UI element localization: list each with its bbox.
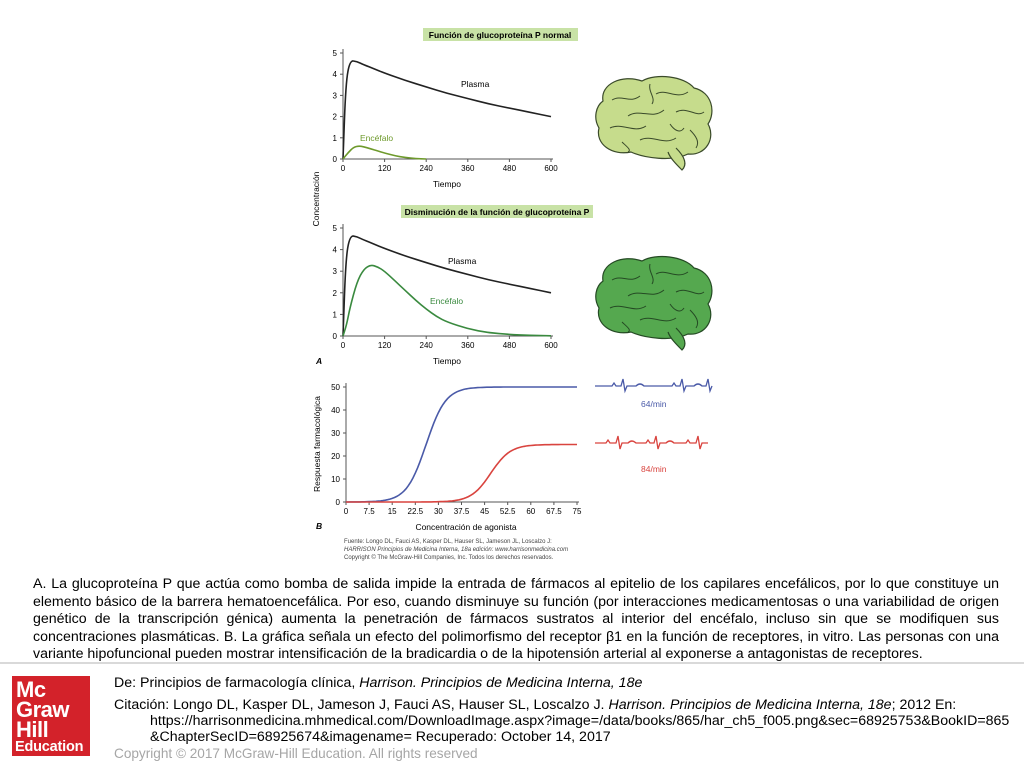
x-tick-label: 240 [419,341,433,350]
shared-ylabel-concentracion: Concentración [311,171,321,227]
x-tick-label: 360 [461,341,475,350]
logo-line-mc: Mc [16,677,46,702]
x-tick-label: 45 [480,507,490,516]
chart2-title: Disminución de la función de glucoproteína P [404,207,590,217]
x-tick-label: 240 [419,164,433,173]
reference-de-prefix: De: Principios de farmacología clínica, [114,675,360,691]
x-tick-label: 75 [572,507,582,516]
logo-line-hill: Hill [16,717,49,742]
y-tick-label: 50 [331,383,340,392]
y-tick-label: 1 [332,310,337,320]
y-tick-label: 0 [332,332,337,341]
x-tick-label: 37.5 [453,507,470,516]
x-tick-label: 120 [377,164,392,173]
chart-reduced-pgp [333,205,593,366]
x-tick-label: 7.5 [363,507,375,516]
reference-de [114,675,642,692]
chart-normal-pgp [333,28,578,189]
chart1-xlabel: Tiempo [432,179,462,189]
mcgraw-hill-logo [12,676,90,756]
chart1-title: Función de glucoproteína P normal [428,30,572,40]
y-tick-label: 2 [332,288,337,298]
ecg-label-84: 84/min [641,464,667,474]
chart3-ylabel: Respuesta farmacológica [312,396,322,492]
y-tick-label: 0 [332,155,337,164]
y-tick-label: 3 [332,267,337,277]
citation-book: Harrison. Principios de Medicina Interna, 18e [608,697,892,713]
y-tick-label: 30 [331,429,340,438]
y-tick-label: 2 [332,112,337,122]
x-tick-label: 60 [526,507,536,516]
copyright-notice: Copyright © 2017 McGraw-Hill Education. All rights reserved [114,746,478,761]
panel-label-a: A [316,356,323,366]
x-tick-label: 67.5 [546,507,562,516]
x-tick-label: 0 [343,507,349,516]
x-tick-label: 600 [544,341,558,350]
y-tick-label: 4 [332,70,337,80]
reference-citation [114,697,956,714]
chart1-label-plasma: Plasma [461,79,490,89]
chart2-label-encefalo: Encéfalo [430,296,464,306]
y-tick-label: 10 [331,475,340,484]
ecg-trace-64 [595,379,712,391]
chart2-label-plasma: Plasma [448,256,477,266]
reference-url-line-2: &ChapterSecID=68925674&imagename= Recuperado: October 14, 2017 [150,729,611,745]
y-tick-label: 0 [335,498,340,507]
chart1-label-encefalo: Encéfalo [360,133,394,143]
panel-label-b: B [316,521,323,531]
chart3-xlabel: Concentración de agonista [415,522,517,532]
brain-dark-illustration [596,257,712,350]
logo-line-education: Education [15,739,84,755]
x-tick-label: 15 [387,507,397,516]
y-tick-label: 20 [331,452,340,461]
x-tick-label: 600 [544,164,558,173]
x-tick-label: 30 [433,507,443,516]
series-line-0-0 [343,61,551,159]
series-line-2-1 [346,445,577,503]
brain-light-illustration [596,77,712,170]
x-tick-label: 52.5 [499,507,516,516]
series-line-0-1 [343,146,426,159]
x-tick-label: 0 [340,164,346,173]
x-tick-label: 120 [377,341,392,350]
y-tick-label: 5 [332,224,337,233]
reference-url-line-1[interactable]: https://harrisonmedicina.mhmedical.com/DownloadImage.aspx?image=/data/books/865/har_ch5_f005.png&sec=68925753&BookID=865 [150,713,1010,729]
x-tick-label: 360 [461,164,475,173]
x-tick-label: 480 [502,164,517,173]
x-tick-label: 0 [340,341,346,350]
source-line-2: HARRISON Principios de Medicina Interna, 18a edición: www.harrisonmedicina.com [344,547,569,553]
y-tick-label: 40 [331,406,340,415]
y-tick-label: 1 [332,133,337,143]
y-tick-label: 3 [332,91,337,101]
ecg-trace-84 [595,436,708,449]
x-tick-label: 480 [502,341,517,350]
reference-de-book: Harrison. Principios de Medicina Interna, 18e [359,675,643,691]
chart2-xlabel: Tiempo [432,356,462,366]
citation-suffix: ; 2012 En: [891,697,957,713]
x-tick-label: 22.5 [407,507,424,516]
figure-caption: A. La glucoproteína P que actúa como bomba de salida impide la entrada de fármacos al epitelio de los capilares encefálicos, por lo que constituye un elemento básico de la barrera hematoencefálica. Por eso, cuando disminuye su función (por interacciones medicamentosas o una variabilidad de origen genético de la transcripción génica) aumenta la penetración de fármacos sustratos al interior del encéfalo, incluso sin que se modifiquen sus concentraciones plasmáticas. B. La gráfica señala un efecto del polimorfismo del receptor β1 en la función de receptores, in vitro. Las personas con una variante hipofuncional pueden mostrar intensificación de la bradicardia o de la hipotensión arterial al exponerse a antagonistas de receptores. [33,576,999,662]
separator [0,662,1024,664]
citation-prefix: Citación: Longo DL, Kasper DL, Jameson J, Fauci AS, Hauser SL, Loscalzo J. [114,697,609,713]
ecg-label-64: 64/min [641,399,667,409]
source-line-3: Copyright © The McGraw-Hill Companies, Inc. Todos los derechos reservados. [344,555,554,561]
source-line-1: Fuente: Longo DL, Fauci AS, Kasper DL, Hauser SL, Jameson JL, Loscalzo J: [344,539,552,545]
y-tick-label: 5 [332,49,337,58]
y-tick-label: 4 [332,245,337,255]
chart-agonist-response [312,383,582,532]
logo-line-graw: Graw [16,697,70,722]
